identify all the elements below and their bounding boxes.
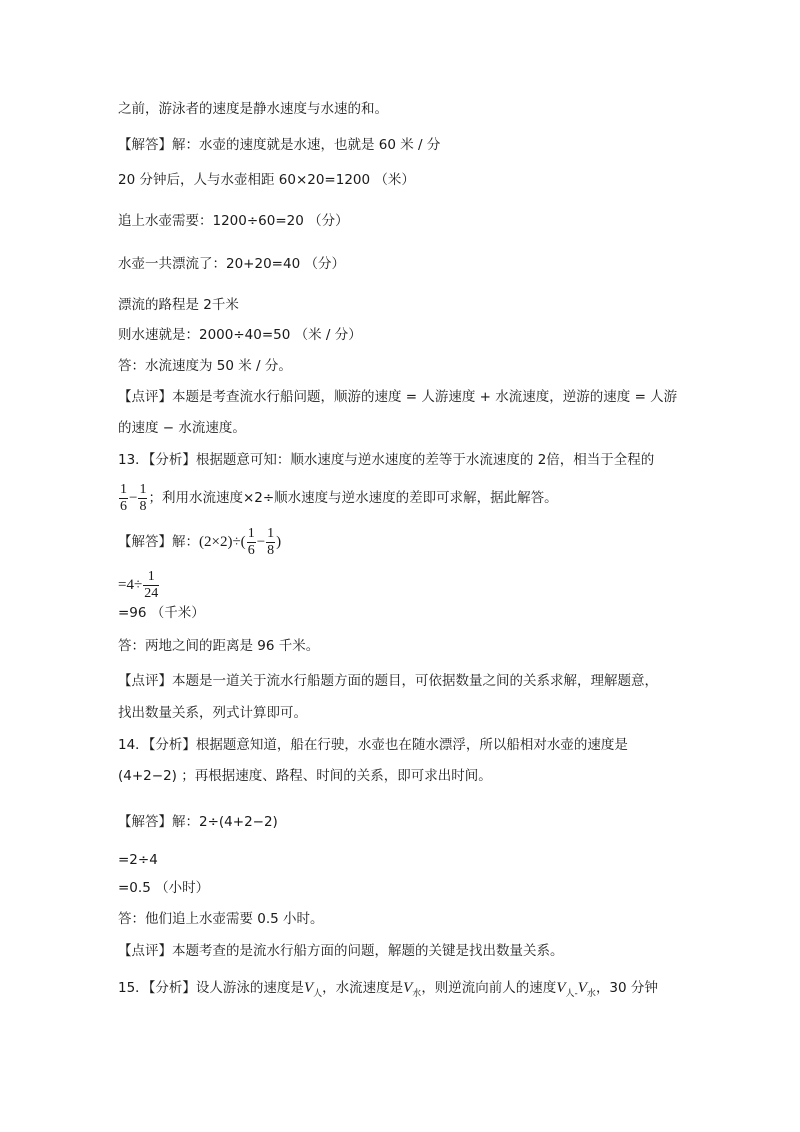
text-line: 的速度 − 水流速度。 (118, 420, 246, 436)
text-line: =96 （千米） (118, 605, 205, 621)
text-line: 【解答】解：2÷(4+2−2) (118, 814, 278, 830)
text-line: 13．【分析】根据题意可知：顺水速度与逆水速度的差等于水流速度的 2倍，相当于全程的 (118, 452, 655, 468)
text-line: 答：两地之间的距离是 96 千米。 (118, 638, 320, 654)
text-line: 追上水壶需要：1200÷60=20 （分） (118, 213, 349, 229)
text-line: 找出数量关系，列式计算即可。 (118, 705, 307, 721)
text-line: 之前，游泳者的速度是静水速度与水速的和。 (118, 101, 388, 117)
text-line: 答：他们追上水壶需要 0.5 小时。 (118, 911, 324, 927)
text-line: 【点评】本题考查的是流水行船方面的问题，解题的关键是找出数量关系。 (118, 943, 564, 959)
variable: $V_{人-}V_水$ (556, 980, 596, 999)
variable: $V_水$ (403, 980, 422, 999)
text-line: 15．【分析】设人游泳的速度是$V_人$，水流速度是$V_水$，则逆流向前人的速度$V_{人-}V_水$，30 分钟 (118, 980, 658, 999)
fraction: $\frac{1}{6}$ (120, 481, 127, 514)
fraction: $\frac{1}{8}$ (267, 525, 275, 558)
text-line: 水壶一共漂流了：20+20=40 （分） (118, 256, 345, 272)
text-line: =0.5 （小时） (118, 880, 210, 896)
text-line: (4+2−2) ；再根据速度、路程、时间的关系，即可求出时间。 (118, 768, 492, 784)
fraction: $\frac{1}{8}$ (139, 481, 147, 514)
text-line: 【解答】解：水壶的速度就是水速，也就是 60 米 / 分 (118, 137, 441, 153)
text-line: =2÷4 (118, 852, 158, 868)
fraction-line: $\frac{1}{6}$ − $\frac{1}{8}$ ；利用水流速度×2÷顺水速度与逆水速度的差即可求解，据此解答。 (120, 481, 558, 514)
text-line: 答：水流速度为 50 米 / 分。 (118, 358, 292, 374)
text-line: 则水速就是：2000÷40=50 （米 / 分） (118, 327, 362, 343)
solution-expression: 【解答】解：(2×2)÷( $\frac{1}{6}$ − $\frac{1}{8}$ ) (118, 525, 282, 558)
text-line: 【点评】本题是一道关于流水行船题方面的题目，可依据数量之间的关系求解，理解题意， (118, 673, 658, 689)
variable: $V_人$ (303, 980, 323, 999)
text-line: 漂流的路程是 2千米 (118, 297, 239, 313)
text-line: 14．【分析】根据题意知道，船在行驶，水壶也在随水漂浮，所以船相对水壶的速度是 (118, 737, 628, 753)
fraction: $\frac{1}{6}$ (247, 525, 255, 558)
solution-step: =4÷ $\frac{1}{24}$ (118, 568, 159, 601)
text-line: 【点评】本题是考查流水行船问题，顺游的速度 = 人游速度 + 水流速度，逆游的速度 = 人游 (118, 389, 678, 405)
text-line: 20 分钟后，人与水壶相距 60×20=1200 （米） (118, 172, 415, 188)
fraction: $\frac{1}{24}$ (144, 568, 159, 601)
